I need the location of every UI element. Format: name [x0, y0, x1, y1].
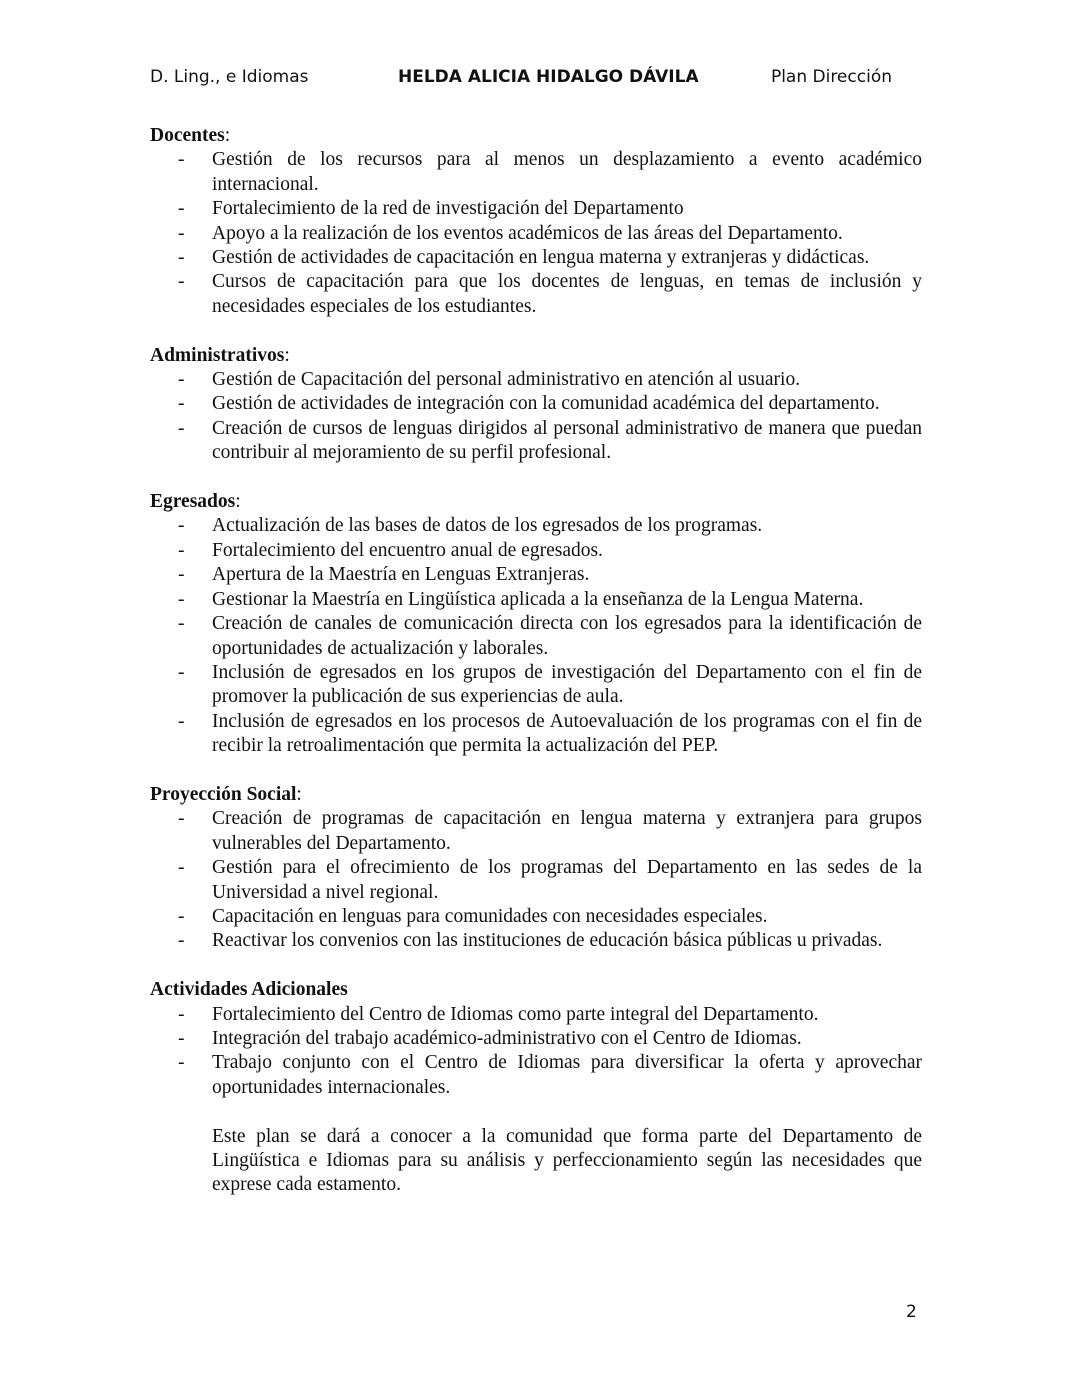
list-item: - Capacitación en lenguas para comunidades con necesidades especiales.: [150, 905, 922, 929]
page-number: 2: [906, 1302, 917, 1322]
list-item: - Apertura de la Maestría en Lenguas Extranjeras.: [150, 563, 922, 587]
section-title: Actividades Adicionales: [150, 979, 348, 1001]
section-title-colon: :: [235, 491, 241, 513]
section-title-colon: :: [296, 783, 302, 805]
header-document-title: Plan Dirección: [770, 67, 892, 87]
list-item: - Fortalecimiento del Centro de Idiomas como parte integral del Departamento.: [150, 1003, 922, 1027]
list-item: - Inclusión de egresados en los grupos de investigación del Departamento con el fin de promover la publicación de sus experiencias de aula.: [150, 661, 922, 710]
bullet-list: [150, 1003, 922, 1101]
section-title: Administrativos: [150, 344, 285, 366]
list-item: - Gestión de actividades de integración con la comunidad académica del departamento.: [150, 392, 922, 416]
list-item: - Creación de programas de capacitación en lengua materna y extranjera para grupos vulnerables del Departamento.: [150, 807, 922, 856]
section-title-colon: :: [284, 344, 290, 366]
list-item: - Fortalecimiento de la red de investigación del Departamento: [150, 197, 922, 221]
section-egresados: [150, 490, 922, 758]
list-item: - Inclusión de egresados en los procesos de Autoevaluación de los programas con el fin de recibir la retroalimentación que permita la actualización del PEP.: [150, 710, 922, 759]
list-item: - Gestión de actividades de capacitación en lengua materna y extranjeras y didácticas.: [150, 246, 922, 270]
bullet-list: [150, 514, 922, 758]
page-header: [150, 64, 892, 90]
section-heading: [150, 783, 922, 807]
section-proyeccion-social: [150, 783, 922, 954]
section-title-colon: :: [224, 125, 231, 146]
list-item: - Reactivar los convenios con las instituciones de educación básica públicas u privadas.: [150, 929, 922, 953]
list-item: - Gestión de Capacitación del personal administrativo en atención al usuario.: [150, 368, 922, 392]
section-heading: [150, 490, 922, 514]
section-title: Proyección Social: [150, 783, 297, 805]
list-item: - Integración del trabajo académico-administrativo con el Centro de Idiomas.: [150, 1027, 922, 1051]
section-heading: [150, 978, 922, 1002]
list-item: - Apoyo a la realización de los eventos académicos de las áreas del Departamento.: [150, 222, 922, 246]
bullet-list: [150, 368, 922, 466]
section-administrativos: [150, 344, 922, 466]
list-item: - Gestión de los recursos para al menos un desplazamiento a evento académico internacional.: [150, 148, 922, 197]
list-item: - Fortalecimiento del encuentro anual de egresados.: [150, 539, 922, 563]
header-author-name: HELDA ALICIA HIDALGO DÁVILA: [398, 67, 699, 87]
section-docentes: [150, 124, 922, 319]
list-item: - Cursos de capacitación para que los docentes de lenguas, en temas de inclusión y necesidades especiales de los estudiantes.: [150, 270, 922, 319]
list-item: - Trabajo conjunto con el Centro de Idiomas para diversificar la oferta y aprovechar oportunidades internacionales.: [150, 1051, 922, 1100]
list-item: - Creación de canales de comunicación directa con los egresados para la identificación de oportunidades de actualización y laborales.: [150, 612, 922, 661]
list-item: - Creación de cursos de lenguas dirigidos al personal administrativo de manera que puedan contribuir al mejoramiento de su perfil profesional.: [150, 417, 922, 466]
section-actividades-adicionales: [150, 978, 922, 1100]
list-item: - Actualización de las bases de datos de los egresados de los programas.: [150, 514, 922, 538]
bullet-list: [150, 148, 922, 319]
header-department: D. Ling., e Idiomas: [150, 67, 309, 87]
bullet-list: [150, 807, 922, 953]
list-item: - Gestión para el ofrecimiento de los programas del Departamento en las sedes de la Universidad a nivel regional.: [150, 856, 922, 905]
section-heading: [150, 124, 922, 148]
section-heading: [150, 344, 922, 368]
closing-paragraph: Este plan se dará a conocer a la comunidad que forma parte del Departamento de Lingüística e Idiomas para su análisis y perfeccionamiento según las necesidades que exprese cada estamento.: [212, 1125, 922, 1196]
section-title: Docentes: [150, 125, 225, 146]
document-body: [150, 124, 922, 1198]
section-title: Egresados: [150, 491, 236, 513]
list-item: - Gestionar la Maestría en Lingüística aplicada a la enseñanza de la Lengua Materna.: [150, 588, 922, 612]
